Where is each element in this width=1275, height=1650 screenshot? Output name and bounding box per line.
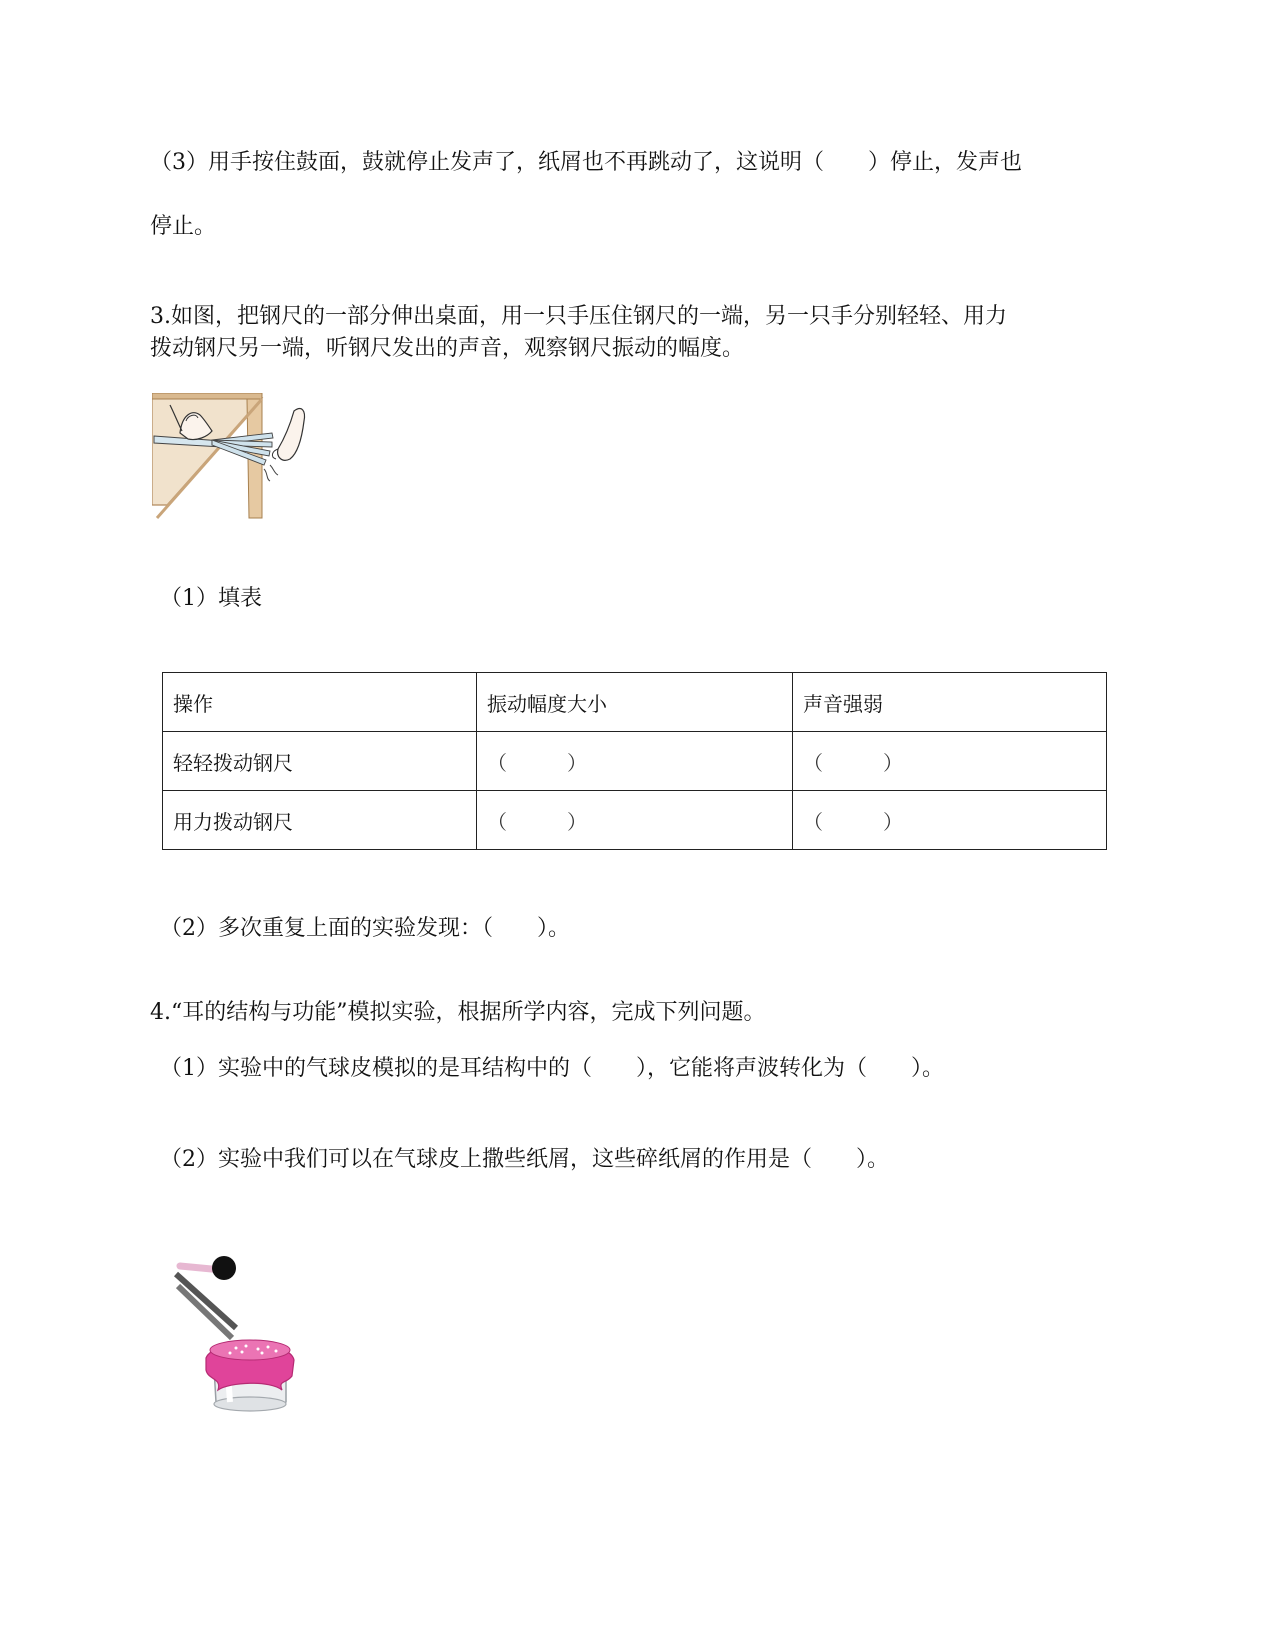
header-loudness: 声音强弱 [793,673,1107,732]
q2-part3-line1: （3）用手按住鼓面，鼓就停止发声了，纸屑也不再跳动了，这说明（ ）停止，发声也 [150,150,1023,175]
cell-amplitude-blank[interactable]: （ ） [477,791,793,850]
cell-amplitude-blank[interactable]: （ ） [477,732,793,791]
q3-part2: （2）多次重复上面的实验发现：（ ）。 [160,916,570,941]
header-operation: 操作 [163,673,477,732]
table-header-row [163,673,1107,732]
q3-line2: 拨动钢尺另一端，听钢尺发出的声音，观察钢尺振动的幅度。 [150,336,745,361]
header-amplitude: 振动幅度大小 [477,673,793,732]
cell-loudness-blank[interactable]: （ ） [793,732,1107,791]
table-row [163,732,1107,791]
q4-part2: （2）实验中我们可以在气球皮上撒些纸屑，这些碎纸屑的作用是（ ）。 [160,1147,889,1172]
q2-part3-line2: 停止。 [150,214,217,239]
table-row [163,791,1107,850]
q4-title: 4.“耳的结构与功能”模拟实验，根据所学内容，完成下列问题。 [150,1000,766,1025]
ruler-on-table-figure [152,393,317,523]
balloon-drum-figure [170,1252,300,1422]
cell-operation: 用力拨动钢尺 [163,791,477,850]
q3-line1: 3.如图，把钢尺的一部分伸出桌面，用一只手压住钢尺的一端，另一只手分别轻轻、用力 [150,304,1007,329]
results-table [162,672,1107,850]
q4-part1: （1）实验中的气球皮模拟的是耳结构中的（ ），它能将声波转化为（ ）。 [160,1056,944,1081]
q3-part1: （1）填表 [160,586,262,611]
cell-loudness-blank[interactable]: （ ） [793,791,1107,850]
cell-operation: 轻轻拨动钢尺 [163,732,477,791]
